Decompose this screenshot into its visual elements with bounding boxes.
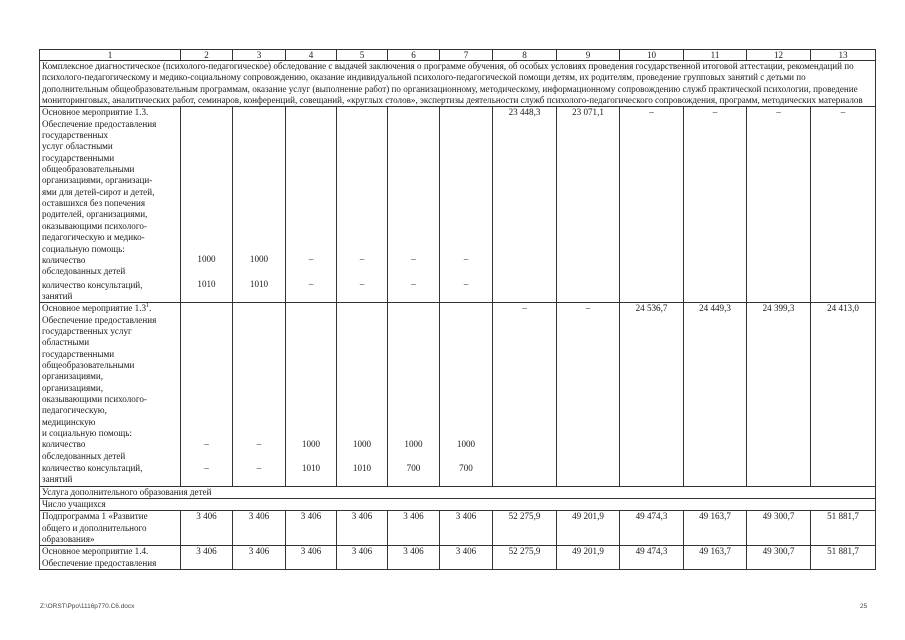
data-table [39, 49, 876, 570]
event-row-1-3-1 [40, 303, 876, 487]
event-line: областными [42, 337, 90, 348]
finance-value: 51 881,7 [811, 511, 876, 546]
service-label: Услуга дополнительного образования детей [40, 486, 876, 498]
indicator-value: – [256, 439, 262, 450]
superscript: 1 [146, 303, 150, 310]
indicator-value: – [463, 254, 469, 265]
finance-value: 49 474,3 [620, 511, 684, 546]
indicator-value: 3 406 [181, 511, 233, 546]
indicator-value: 3 406 [233, 511, 286, 546]
indicator-label: занятий [42, 474, 73, 485]
indicator-value: – [204, 462, 209, 473]
event-line: организациями, организаци- [42, 175, 153, 186]
indicator-value: 1000 [197, 254, 216, 265]
event-line: общеобразовательными [42, 359, 135, 370]
count-label: Число учащихся [40, 499, 876, 511]
col-number: 10 [620, 50, 684, 61]
finance-value: 49 300,7 [747, 511, 811, 546]
col-number: 12 [747, 50, 811, 61]
indicator-value: 3 406 [440, 511, 493, 546]
indicator-label: количество [42, 439, 86, 450]
event-line: организациями, [42, 382, 104, 393]
indicator-value: – [411, 254, 416, 265]
indicator-cell [286, 107, 337, 303]
event-row-1-3 [40, 107, 876, 303]
event-line: государственными [42, 152, 115, 163]
indicator-label: занятий [42, 290, 73, 301]
event-line: государственными [42, 348, 115, 359]
event-line: оставшихся без попечения [42, 198, 146, 209]
col-number: 1 [40, 50, 181, 61]
page-number: 25 [860, 603, 868, 610]
indicator-value: – [359, 254, 365, 265]
indicator-cell [181, 303, 233, 487]
event-line: оказывающими психолого- [42, 220, 147, 231]
indicator-value: 1000 [404, 439, 423, 450]
event-line: оказывающими психолого- [42, 393, 147, 404]
col-number: 9 [557, 50, 620, 61]
event-line: педагогическую и медико- [42, 232, 145, 243]
section-description: Комплексное диагностическое (психолого-педагогическое) обследование с выдачей заключения о программе обучения, об особых условиях проведения государственной итоговой аттестации, рекомендаций по психолого-педагогическому и медико-социальному сопровождению, оказание индивидуальной психолого-педагогической помощи детям, их родителям, проведение групповых занятий с детьми по дополнительным общеобразовательным программам, оказание услуг (выполнение работ) по организационному, методическому, информационному сопровождению служб практической психологии, проведение мониторинговых, аналитических работ, семинаров, конференций, совещаний, «круглых столов», экспертизы деятельности служб психолого-педагогического сопровождения, программ, методических материалов [40, 61, 876, 107]
indicator-value: 1010 [249, 278, 269, 289]
indicator-cell [337, 107, 388, 303]
finance-value: – [620, 107, 684, 303]
indicator-value: 1000 [456, 439, 476, 450]
event-line: общеобразовательными [42, 164, 135, 175]
event-label [40, 303, 181, 487]
col-number: 6 [388, 50, 440, 61]
indicator-value: 1000 [301, 439, 321, 450]
event-line: организациями, [42, 371, 104, 382]
indicator-label: количество консультаций, [42, 279, 143, 290]
event-line: государственных услуг [42, 325, 132, 336]
col-number: 11 [684, 50, 747, 61]
indicator-value: 1000 [249, 254, 269, 265]
finance-value: 49 163,7 [684, 546, 747, 570]
subprogram-line: общего и дополнительного [42, 522, 147, 533]
col-number: 2 [181, 50, 233, 61]
event-line: ями для детей-сирот и детей, [42, 186, 155, 197]
file-path-footer: Z:\ORST\Ppo\1116p770.C6.docx [40, 603, 135, 610]
col-number: 8 [493, 50, 557, 61]
finance-value: 23 071,1 [557, 107, 620, 303]
indicator-label: обследованных детей [42, 450, 126, 461]
indicator-value: 3 406 [286, 511, 337, 546]
indicator-value: – [463, 278, 469, 289]
count-row [40, 499, 876, 511]
indicator-value: – [308, 278, 314, 289]
indicator-value: 3 406 [337, 511, 388, 546]
finance-value: 52 275,9 [493, 546, 557, 570]
subprogram-label [40, 511, 181, 546]
indicator-value: 1010 [301, 462, 321, 473]
indicator-value: 700 [459, 462, 473, 473]
event-label [40, 546, 181, 570]
event-line: государственных [42, 130, 109, 141]
indicator-value: 1010 [197, 278, 216, 289]
finance-value: 24 536,7 [620, 303, 684, 487]
column-number-row [40, 50, 876, 61]
finance-value: – [557, 303, 620, 487]
col-number: 7 [440, 50, 493, 61]
indicator-cell [233, 303, 286, 487]
indicator-label: обследованных детей [42, 266, 126, 277]
event-row-1-4 [40, 546, 876, 570]
indicator-cell [440, 303, 493, 487]
col-number: 5 [337, 50, 388, 61]
finance-value: 52 275,9 [493, 511, 557, 546]
indicator-value: 3 406 [233, 546, 286, 570]
section-row [40, 61, 876, 107]
indicator-cell [286, 303, 337, 487]
col-number: 13 [811, 50, 876, 61]
indicator-value: 3 406 [388, 546, 440, 570]
finance-value: 49 201,9 [557, 546, 620, 570]
col-number: 3 [233, 50, 286, 61]
indicator-value: 1010 [352, 462, 372, 473]
event-line: родителей, организациями, [42, 209, 148, 220]
event-line: Основное мероприятие 1.3. [42, 107, 149, 118]
finance-value: 24 399,3 [747, 303, 811, 487]
indicator-value: 3 406 [440, 546, 493, 570]
event-line: педагогическую, [42, 405, 107, 416]
finance-value: – [811, 107, 876, 303]
indicator-cell [233, 107, 286, 303]
service-row [40, 486, 876, 498]
finance-value: – [747, 107, 811, 303]
finance-value: 49 201,9 [557, 511, 620, 546]
indicator-cell [388, 303, 440, 487]
indicator-value: 1000 [352, 439, 372, 450]
finance-value: – [684, 107, 747, 303]
indicator-cell [181, 107, 233, 303]
finance-value: 23 448,3 [493, 107, 557, 303]
subprogram-row [40, 511, 876, 546]
event-line: Обеспечение предоставления [42, 118, 157, 129]
event-line: Обеспечение предоставления [42, 557, 157, 568]
subprogram-line: образования» [42, 534, 95, 545]
indicator-value: 3 406 [181, 546, 233, 570]
subprogram-line: Подпрограмма 1 «Развитие [42, 511, 148, 522]
indicator-value: – [359, 278, 365, 289]
finance-value: 24 449,3 [684, 303, 747, 487]
event-title: Основное мероприятие $1.3^1$. [42, 303, 152, 314]
indicator-cell [337, 303, 388, 487]
finance-value: 49 300,7 [747, 546, 811, 570]
finance-value: 24 413,0 [811, 303, 876, 487]
event-line: социальную помощь: [42, 243, 125, 254]
finance-value: 49 474,3 [620, 546, 684, 570]
finance-value: – [493, 303, 557, 487]
indicator-value: – [256, 462, 262, 473]
event-line: и социальную помощь: [42, 428, 132, 438]
indicator-value: – [308, 254, 314, 265]
col-number: 4 [286, 50, 337, 61]
indicator-cell [388, 107, 440, 303]
indicator-value: 700 [406, 462, 421, 473]
finance-value: 49 163,7 [684, 511, 747, 546]
event-line: медицинскую [42, 416, 96, 427]
event-line: Основное мероприятие 1.4. [42, 546, 149, 557]
indicator-value: 3 406 [286, 546, 337, 570]
indicator-label: количество консультаций, [42, 463, 143, 474]
event-line: услуг областными [42, 141, 113, 152]
event-label [40, 107, 181, 303]
event-line: Обеспечение предоставления [42, 314, 157, 325]
indicator-cell [440, 107, 493, 303]
indicator-value: – [204, 439, 209, 450]
indicator-value: – [411, 278, 416, 289]
indicator-value: 3 406 [337, 546, 388, 570]
indicator-label: количество [42, 254, 86, 265]
finance-value: 51 881,7 [811, 546, 876, 570]
indicator-value: 3 406 [388, 511, 440, 546]
